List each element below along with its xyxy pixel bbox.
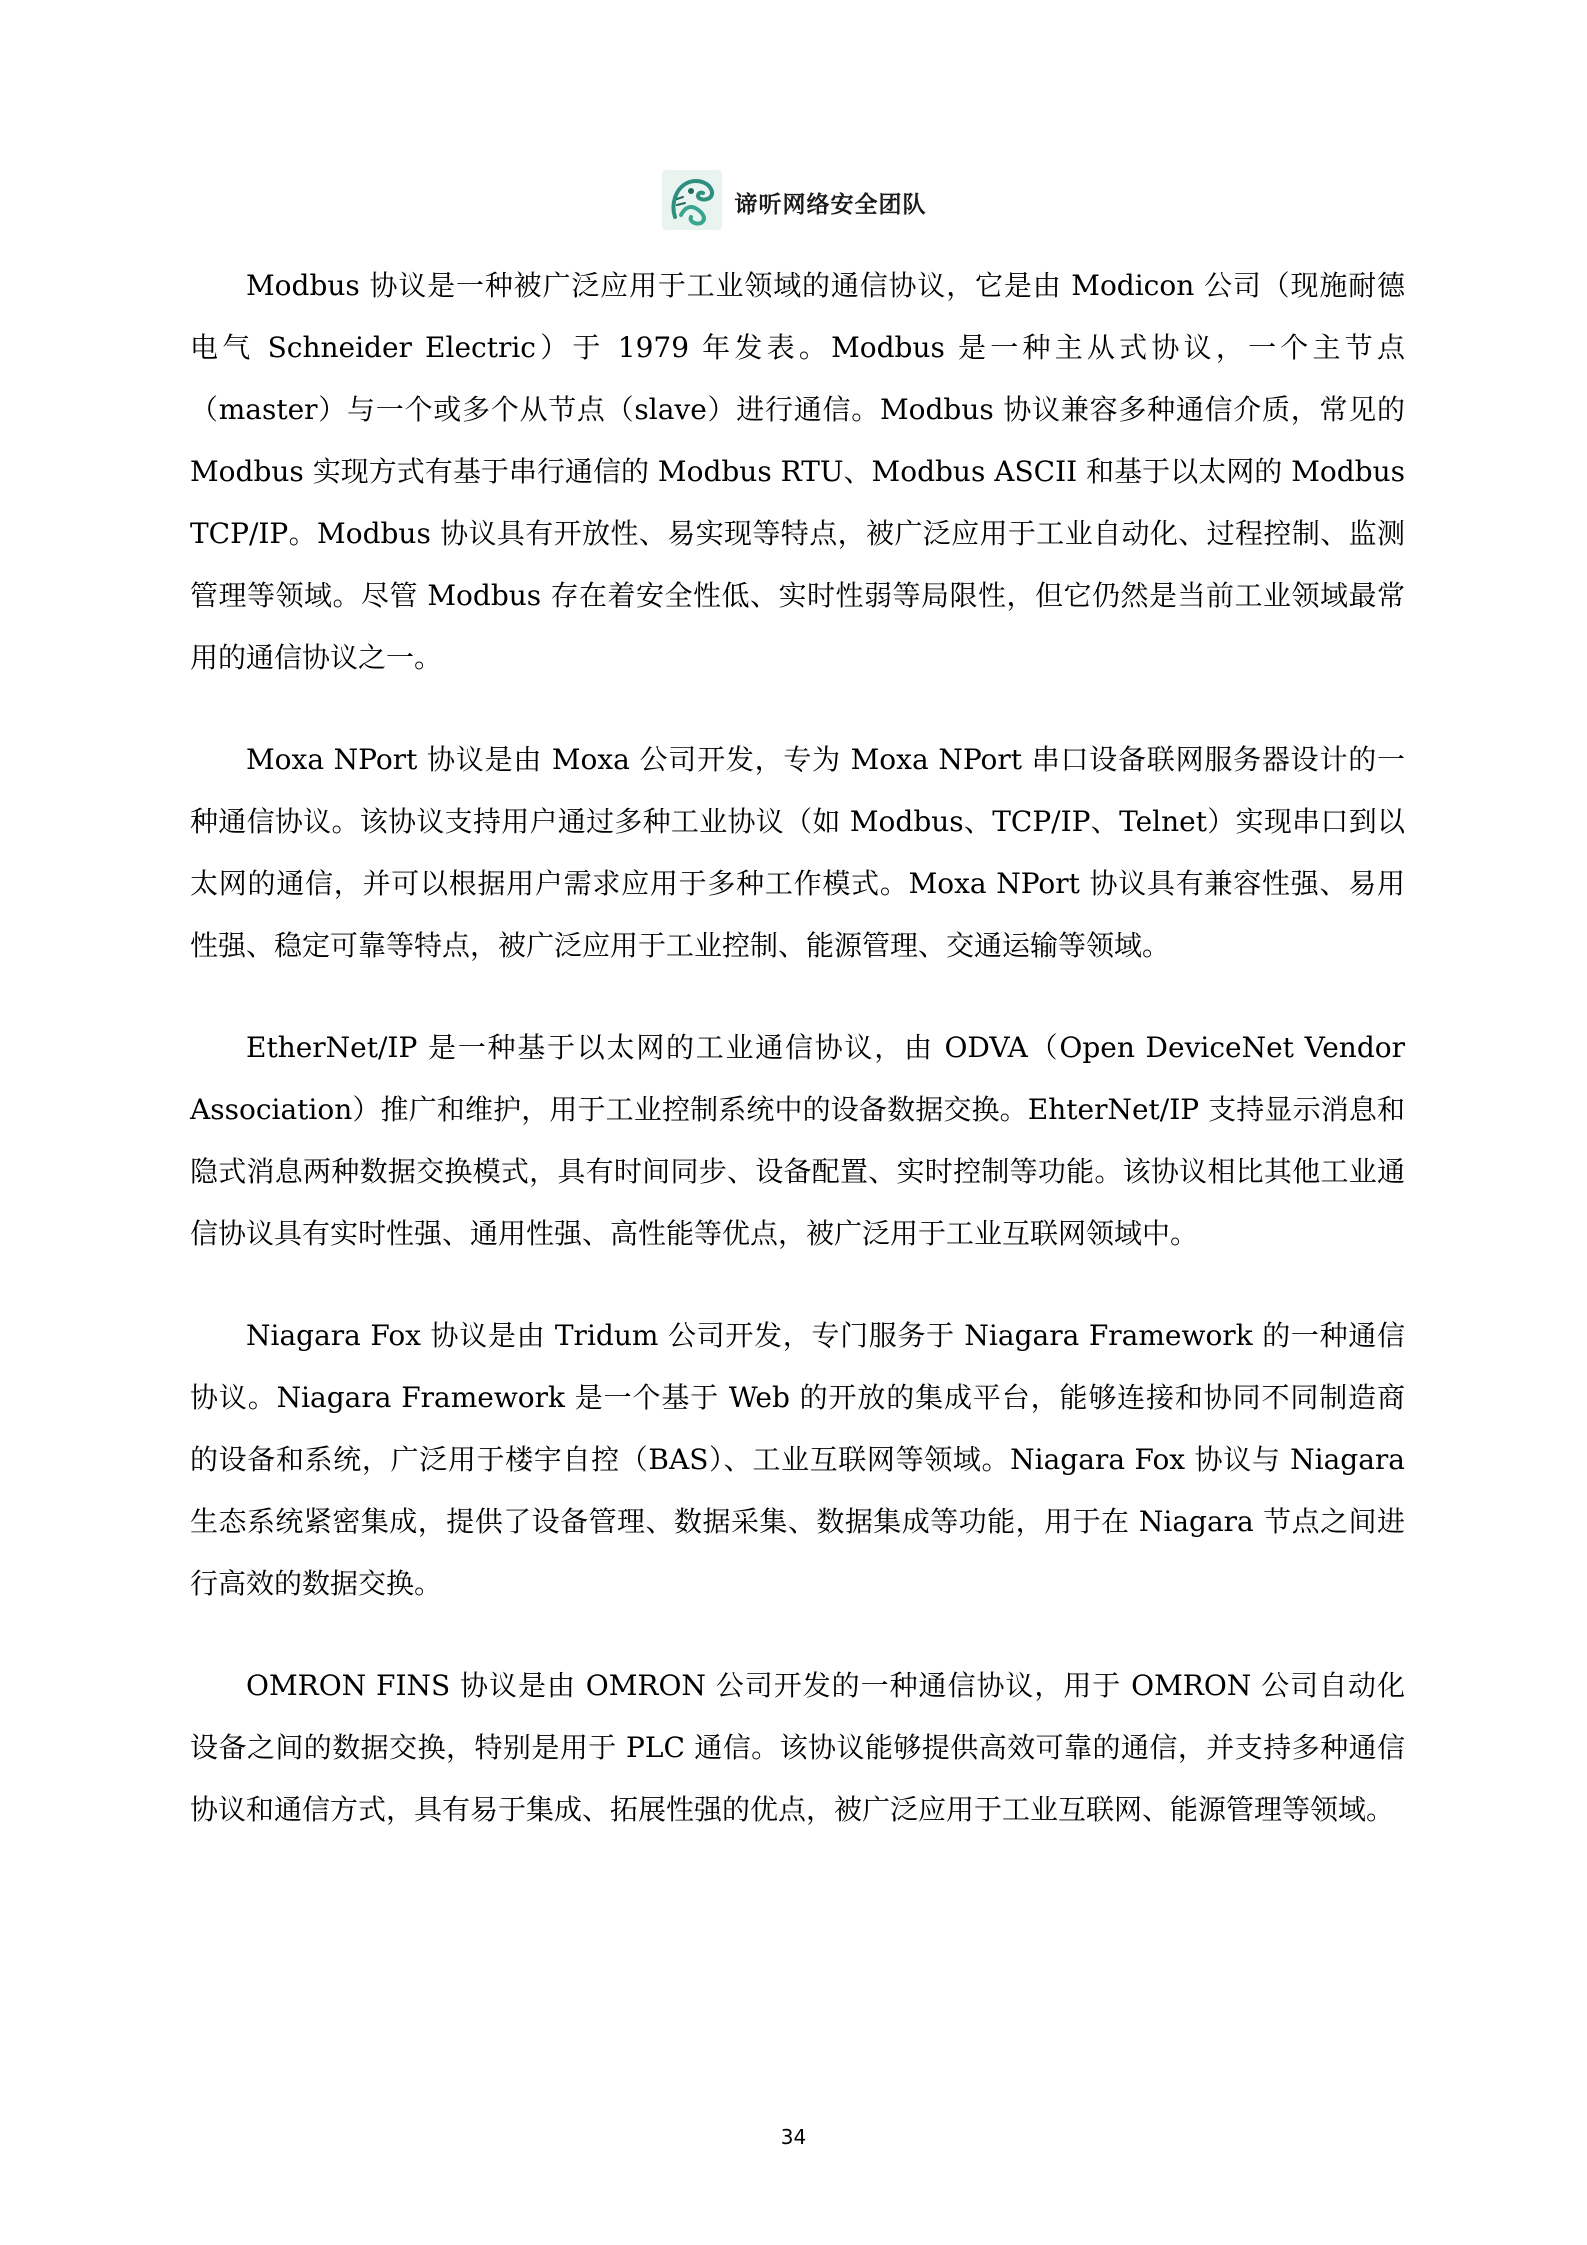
document-body — [190, 255, 1405, 1881]
paragraph-moxa-nport: Moxa NPort 协议是由 Moxa 公司开发，专为 Moxa NPort 串口设备联网服务器设计的一种通信协议。该协议支持用户通过多种工业协议（如 Modbus、TCP/IP、Telnet）实现串口到以太网的通信，并可以根据用户需求应用于多种工作模式。Moxa NPort 协议具有兼容性强、易用性强、稳定可靠等特点，被广泛应用于工业控制、能源管理、交通运输等领域。 — [190, 743, 1405, 962]
paragraph-ethernet-ip: EtherNet/IP 是一种基于以太网的工业通信协议，由 ODVA（Open DeviceNet Vendor Association）推广和维护，用于工业控制系统中的设备数据交换。EhterNet/IP 支持显示消息和隐式消息两种数据交换模式，具有时间同步、设备配置、实时控制等功能。该协议相比其他工业通信协议具有实时性强、通用性强、高性能等优点，被广泛用于工业互联网领域中。 — [190, 1031, 1405, 1250]
paragraph-modbus: Modbus 协议是一种被广泛应用于工业领域的通信协议，它是由 Modicon 公司（现施耐德电气 Schneider Electric）于 1979 年发表。Modbus 是一种主从式协议，一个主节点（master）与一个或多个从节点（slave）进行通信。Modbus 协议兼容多种通信介质，常见的 Modbus 实现方式有基于串行通信的 Modbus RTU、Modbus ASCII 和基于以太网的 Modbus TCP/IP。Modbus 协议具有开放性、易实现等特点，被广泛应用于工业自动化、过程控制、监测管理等领域。尽管 Modbus 存在着安全性低、实时性弱等局限性，但它仍然是当前工业领域最常用的通信协议之一。 — [190, 269, 1405, 674]
paragraph-niagara-fox: Niagara Fox 协议是由 Tridum 公司开发，专门服务于 Niagara Framework 的一种通信协议。Niagara Framework 是一个基于 Web 的开放的集成平台，能够连接和协同不同制造商的设备和系统，广泛用于楼宇自控（BAS）、工业互联网等领域。Niagara Fox 协议与 Niagara 生态系统紧密集成，提供了设备管理、数据采集、数据集成等功能，用于在 Niagara 节点之间进行高效的数据交换。 — [190, 1319, 1405, 1600]
team-name: 谛听网络安全团队 — [734, 191, 927, 218]
dragon-logo-icon — [661, 169, 723, 231]
page-header — [0, 165, 1587, 235]
paragraph-omron-fins: OMRON FINS 协议是由 OMRON 公司开发的一种通信协议，用于 OMRON 公司自动化设备之间的数据交换，特别是用于 PLC 通信。该协议能够提供高效可靠的通信，并支持多种通信协议和通信方式，具有易于集成、拓展性强的优点，被广泛应用于工业互联网、能源管理等领域。 — [190, 1669, 1405, 1826]
page-number: 34 — [780, 2125, 807, 2149]
